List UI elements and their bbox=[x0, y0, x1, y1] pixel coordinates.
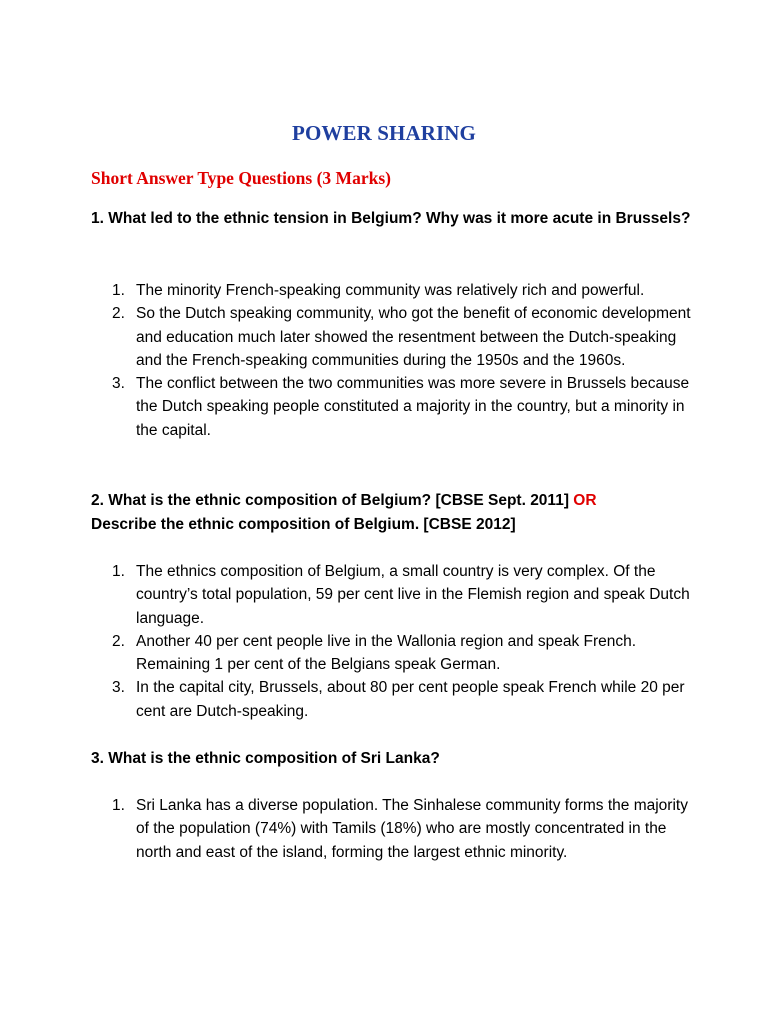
list-number: 2. bbox=[112, 632, 125, 650]
list-number: 3. bbox=[112, 679, 125, 697]
question-2-part-1: 2. What is the ethnic composition of Belgium? [CBSE Sept. 2011] bbox=[91, 492, 569, 509]
list-number: 1. bbox=[112, 282, 125, 299]
question-1: 1. What led to the ethnic tension in Belgium? Why was it more acute in Brussels? bbox=[91, 210, 691, 227]
list-item bbox=[91, 794, 691, 864]
list-number: 3. bbox=[112, 375, 125, 393]
question-3: 3. What is the ethnic composition of Sri Lanka? bbox=[91, 750, 440, 767]
list-item bbox=[91, 279, 691, 302]
page-title: POWER SHARING bbox=[292, 121, 476, 145]
list-text: Sri Lanka has a diverse population. The Sinhalese community forms the majority of the population (74%) with Tamils (18%) who are mostly concentrated in the north and east of the island, forming the largest ethnic minority. bbox=[136, 797, 688, 861]
list-number: 1. bbox=[112, 797, 125, 814]
answer-list-2 bbox=[91, 560, 691, 723]
question-2 bbox=[91, 489, 711, 536]
list-item bbox=[91, 676, 691, 723]
list-text: So the Dutch speaking community, who got the benefit of economic development and education much later showed the resentment between the Dutch-speaking and the French-speaking communities during the 1950s and the 1960s. bbox=[136, 305, 691, 369]
question-2-part-2: Describe the ethnic composition of Belgium. [CBSE 2012] bbox=[91, 515, 516, 533]
list-text: Another 40 per cent people live in the Wallonia region and speak French. Remaining 1 per cent of the Belgians speak German. bbox=[136, 632, 637, 674]
list-text: In the capital city, Brussels, about 80 per cent people speak French while 20 per cent are Dutch-speaking. bbox=[136, 679, 685, 720]
list-item bbox=[91, 372, 691, 442]
list-text: The conflict between the two communities was more severe in Brussels because the Dutch speaking people constituted a majority in the country, but a minority in the capital. bbox=[136, 375, 690, 439]
answer-list-3 bbox=[91, 794, 691, 864]
list-item bbox=[91, 560, 691, 630]
or-label: OR bbox=[573, 492, 597, 509]
list-number: 1. bbox=[112, 563, 125, 580]
list-item bbox=[91, 630, 691, 677]
list-text: The ethnics composition of Belgium, a small country is very complex. Of the country’s total population, 59 per cent live in the Flemish region and speak Dutch language. bbox=[136, 563, 690, 627]
answer-list-1 bbox=[91, 279, 691, 442]
list-number: 2. bbox=[112, 305, 125, 323]
list-text: The minority French-speaking community was relatively rich and powerful. bbox=[136, 282, 645, 299]
list-item bbox=[91, 302, 691, 372]
section-subtitle: Short Answer Type Questions (3 Marks) bbox=[91, 168, 391, 188]
